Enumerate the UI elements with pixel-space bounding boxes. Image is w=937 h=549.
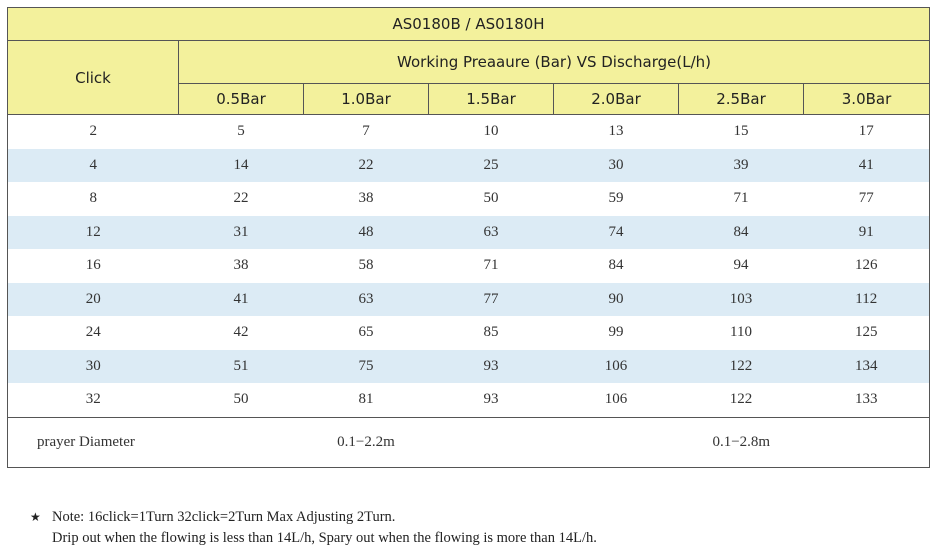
discharge-cell: 93 [483, 391, 499, 408]
discharge-cell: 77 [804, 182, 930, 216]
table-row [8, 383, 930, 417]
click-cell: 32 [8, 383, 179, 417]
discharge-cell: 30 [554, 149, 679, 183]
pressure-column-header: 1.5Bar [429, 84, 554, 115]
discharge-cell: 50 [233, 391, 249, 408]
discharge-cell: 110 [730, 324, 752, 341]
table-row [8, 115, 930, 149]
discharge-cell: 5 [237, 123, 245, 140]
click-cell: 20 [8, 283, 179, 317]
pressure-column-header: 3.0Bar [804, 84, 930, 115]
pressure-column-header: 1.0Bar [304, 84, 429, 115]
discharge-cell: 39 [679, 149, 804, 183]
discharge-cell: 71 [733, 190, 749, 207]
discharge-cell: 63 [304, 283, 429, 317]
discharge-cell: 90 [554, 283, 679, 317]
title-row [8, 8, 930, 41]
table-title: AS0180B / AS0180H [8, 8, 930, 41]
discharge-cell: 93 [429, 350, 554, 384]
discharge-cell: 84 [608, 257, 624, 274]
discharge-cell: 22 [304, 149, 429, 183]
discharge-cell: 50 [483, 190, 499, 207]
discharge-cell: 31 [179, 216, 304, 250]
discharge-cell: 81 [358, 391, 374, 408]
discharge-cell: 58 [358, 257, 374, 274]
pressure-header: Working Preaaure (Bar) VS Discharge(L/h) [179, 41, 930, 84]
spray-diameter-value-a: 0.1−2.2m [179, 417, 554, 467]
click-cell: 4 [8, 149, 179, 183]
flow-table [7, 7, 930, 468]
table-row [8, 350, 930, 384]
discharge-cell: 103 [679, 283, 804, 317]
discharge-cell: 106 [604, 391, 628, 408]
discharge-cell: 77 [429, 283, 554, 317]
table-row [8, 249, 930, 283]
discharge-cell: 74 [554, 216, 679, 250]
click-cell: 24 [8, 316, 179, 350]
discharge-cell: 15 [733, 123, 749, 140]
discharge-cell: 41 [804, 149, 930, 183]
note-line-1 [30, 507, 597, 528]
discharge-cell: 126 [804, 249, 930, 283]
discharge-cell: 94 [733, 257, 749, 274]
table-row [8, 283, 930, 317]
flow-table-container [7, 7, 929, 468]
discharge-cell: 91 [804, 216, 930, 250]
note-text-1: Note: 16click=1Turn 32click=2Turn Max Adjusting 2Turn. [52, 509, 396, 525]
discharge-cell: 84 [679, 216, 804, 250]
click-cell: 16 [8, 249, 179, 283]
note-block [30, 507, 597, 549]
discharge-cell: 51 [179, 350, 304, 384]
table-row [8, 316, 930, 350]
discharge-cell: 48 [304, 216, 429, 250]
discharge-cell: 65 [358, 324, 374, 341]
discharge-cell: 10 [483, 123, 499, 140]
discharge-cell: 112 [804, 283, 930, 317]
table-row [8, 216, 930, 250]
discharge-cell: 75 [304, 350, 429, 384]
discharge-cell: 38 [358, 190, 374, 207]
table-row [8, 182, 930, 216]
click-cell: 8 [8, 182, 179, 216]
discharge-cell: 134 [804, 350, 930, 384]
discharge-cell: 13 [608, 123, 624, 140]
spray-diameter-row [8, 417, 930, 467]
discharge-cell: 122 [679, 350, 804, 384]
spray-diameter-label: prayer Diameter [8, 417, 179, 467]
star-icon: ★ [30, 510, 41, 524]
discharge-cell: 41 [179, 283, 304, 317]
pressure-header-row [8, 41, 930, 84]
table-row [8, 149, 930, 183]
discharge-cell: 25 [429, 149, 554, 183]
discharge-cell: 63 [429, 216, 554, 250]
table-body [8, 115, 930, 418]
discharge-cell: 106 [554, 350, 679, 384]
pressure-column-header: 2.0Bar [554, 84, 679, 115]
click-cell: 30 [8, 350, 179, 384]
click-cell: 2 [8, 115, 179, 149]
note-line-2: Drip out when the flowing is less than 14L/h, Spary out when the flowing is more than 14L/h. [52, 530, 597, 546]
discharge-cell: 59 [608, 190, 624, 207]
discharge-cell: 7 [362, 123, 370, 140]
discharge-cell: 133 [804, 383, 930, 417]
discharge-cell: 22 [233, 190, 249, 207]
pressure-column-header: 0.5Bar [179, 84, 304, 115]
discharge-cell: 42 [233, 324, 249, 341]
pressure-column-header: 2.5Bar [679, 84, 804, 115]
discharge-cell: 38 [233, 257, 249, 274]
spray-diameter-value-b: 0.1−2.8m [554, 417, 930, 467]
discharge-cell: 71 [483, 257, 499, 274]
discharge-cell: 85 [483, 324, 499, 341]
discharge-cell: 99 [608, 324, 624, 341]
click-cell: 12 [8, 216, 179, 250]
discharge-cell: 17 [804, 115, 930, 149]
discharge-cell: 122 [729, 391, 753, 408]
discharge-cell: 14 [179, 149, 304, 183]
click-header: Click [8, 41, 179, 115]
discharge-cell: 125 [804, 316, 930, 350]
